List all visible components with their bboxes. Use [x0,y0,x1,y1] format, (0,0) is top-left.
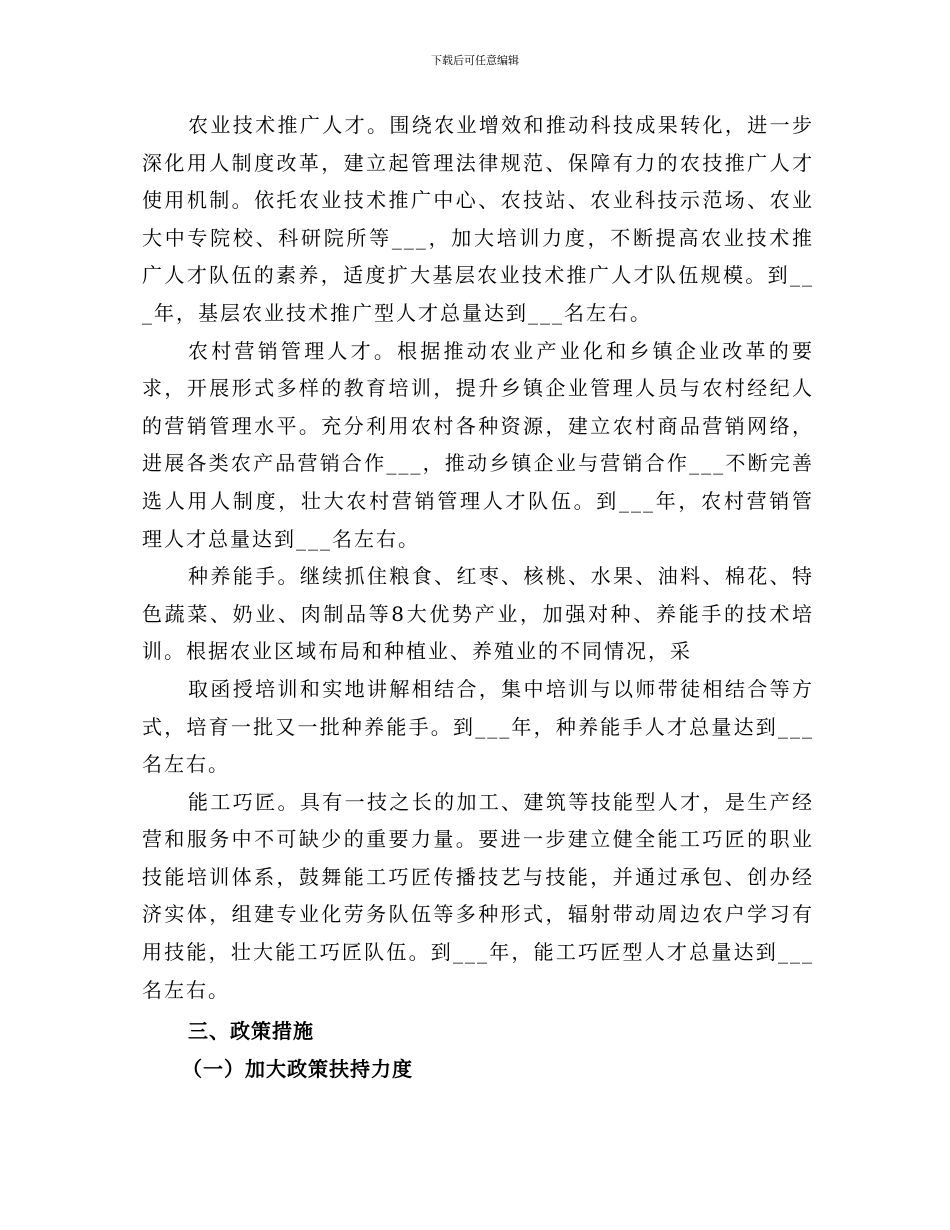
paragraph-skilled-craftsmen: 能工巧匠。具有一技之长的加工、建筑等技能型人才，是生产经营和服务中不可缺少的重要力量。要进一步建立健全能工巧匠的职业技能培训体系，鼓舞能工巧匠传播技艺与技能，并通过承包、创办经济实体，组建专业化劳务队伍等多种形式，辐射带动周边农户学习有用技能，壮大能工巧匠队伍。到___年，能工巧匠型人才总量达到___名左右。 [142,789,814,1002]
paragraph-agri-tech-talent: 农业技术推广人才。围绕农业增效和推动科技成果转化，进一步深化用人制度改革，建立起管理法律规范、保障有力的农技推广人才使用机制。依托农业技术推广中心、农技站、农业科技示范场、农业大中专院校、科研院所等___，加大培训力度，不断提高农业技术推广人才队伍的素养，适度扩大基层农业技术推广人才队伍规模。到___年，基层农业技术推广型人才总量达到___名左右。 [142,113,814,325]
page-header: 下载后可任意编辑 [431,54,519,67]
paragraph-rural-marketing-talent: 农村营销管理人才。根据推动农业产业化和乡镇企业改革的要求，开展形式多样的教育培训，提升乡镇企业管理人员与农村经纪人的营销管理水平。充分利用农村各种资源，建立农村商品营销网络，进展各类农产品营销合作___，推动乡镇企业与营销合作___不断完善选人用人制度，壮大农村营销管理人才队伍。到___年，农村营销管理人才总量达到___名左右。 [142,338,814,551]
paragraph-planting-breeding-experts: 种养能手。继续抓住粮食、红枣、核桃、水果、油料、棉花、特色蔬菜、奶业、肉制品等8大优势产业，加强对种、养能手的技术培训。根据农业区域布局和种植业、养殖业的不同情况，采 [142,564,814,664]
paragraph-planting-breeding-continued: 取函授培训和实地讲解相结合，集中培训与以师带徒相结合等方式，培育一批又一批种养能手。到___年，种养能手人才总量达到___名左右。 [142,676,814,777]
subsection-heading-policy-support: （一）加大政策扶持力度 [182,1056,413,1081]
section-heading-policy-measures: 三、政策措施 [188,1019,314,1044]
document-body [142,107,814,1088]
